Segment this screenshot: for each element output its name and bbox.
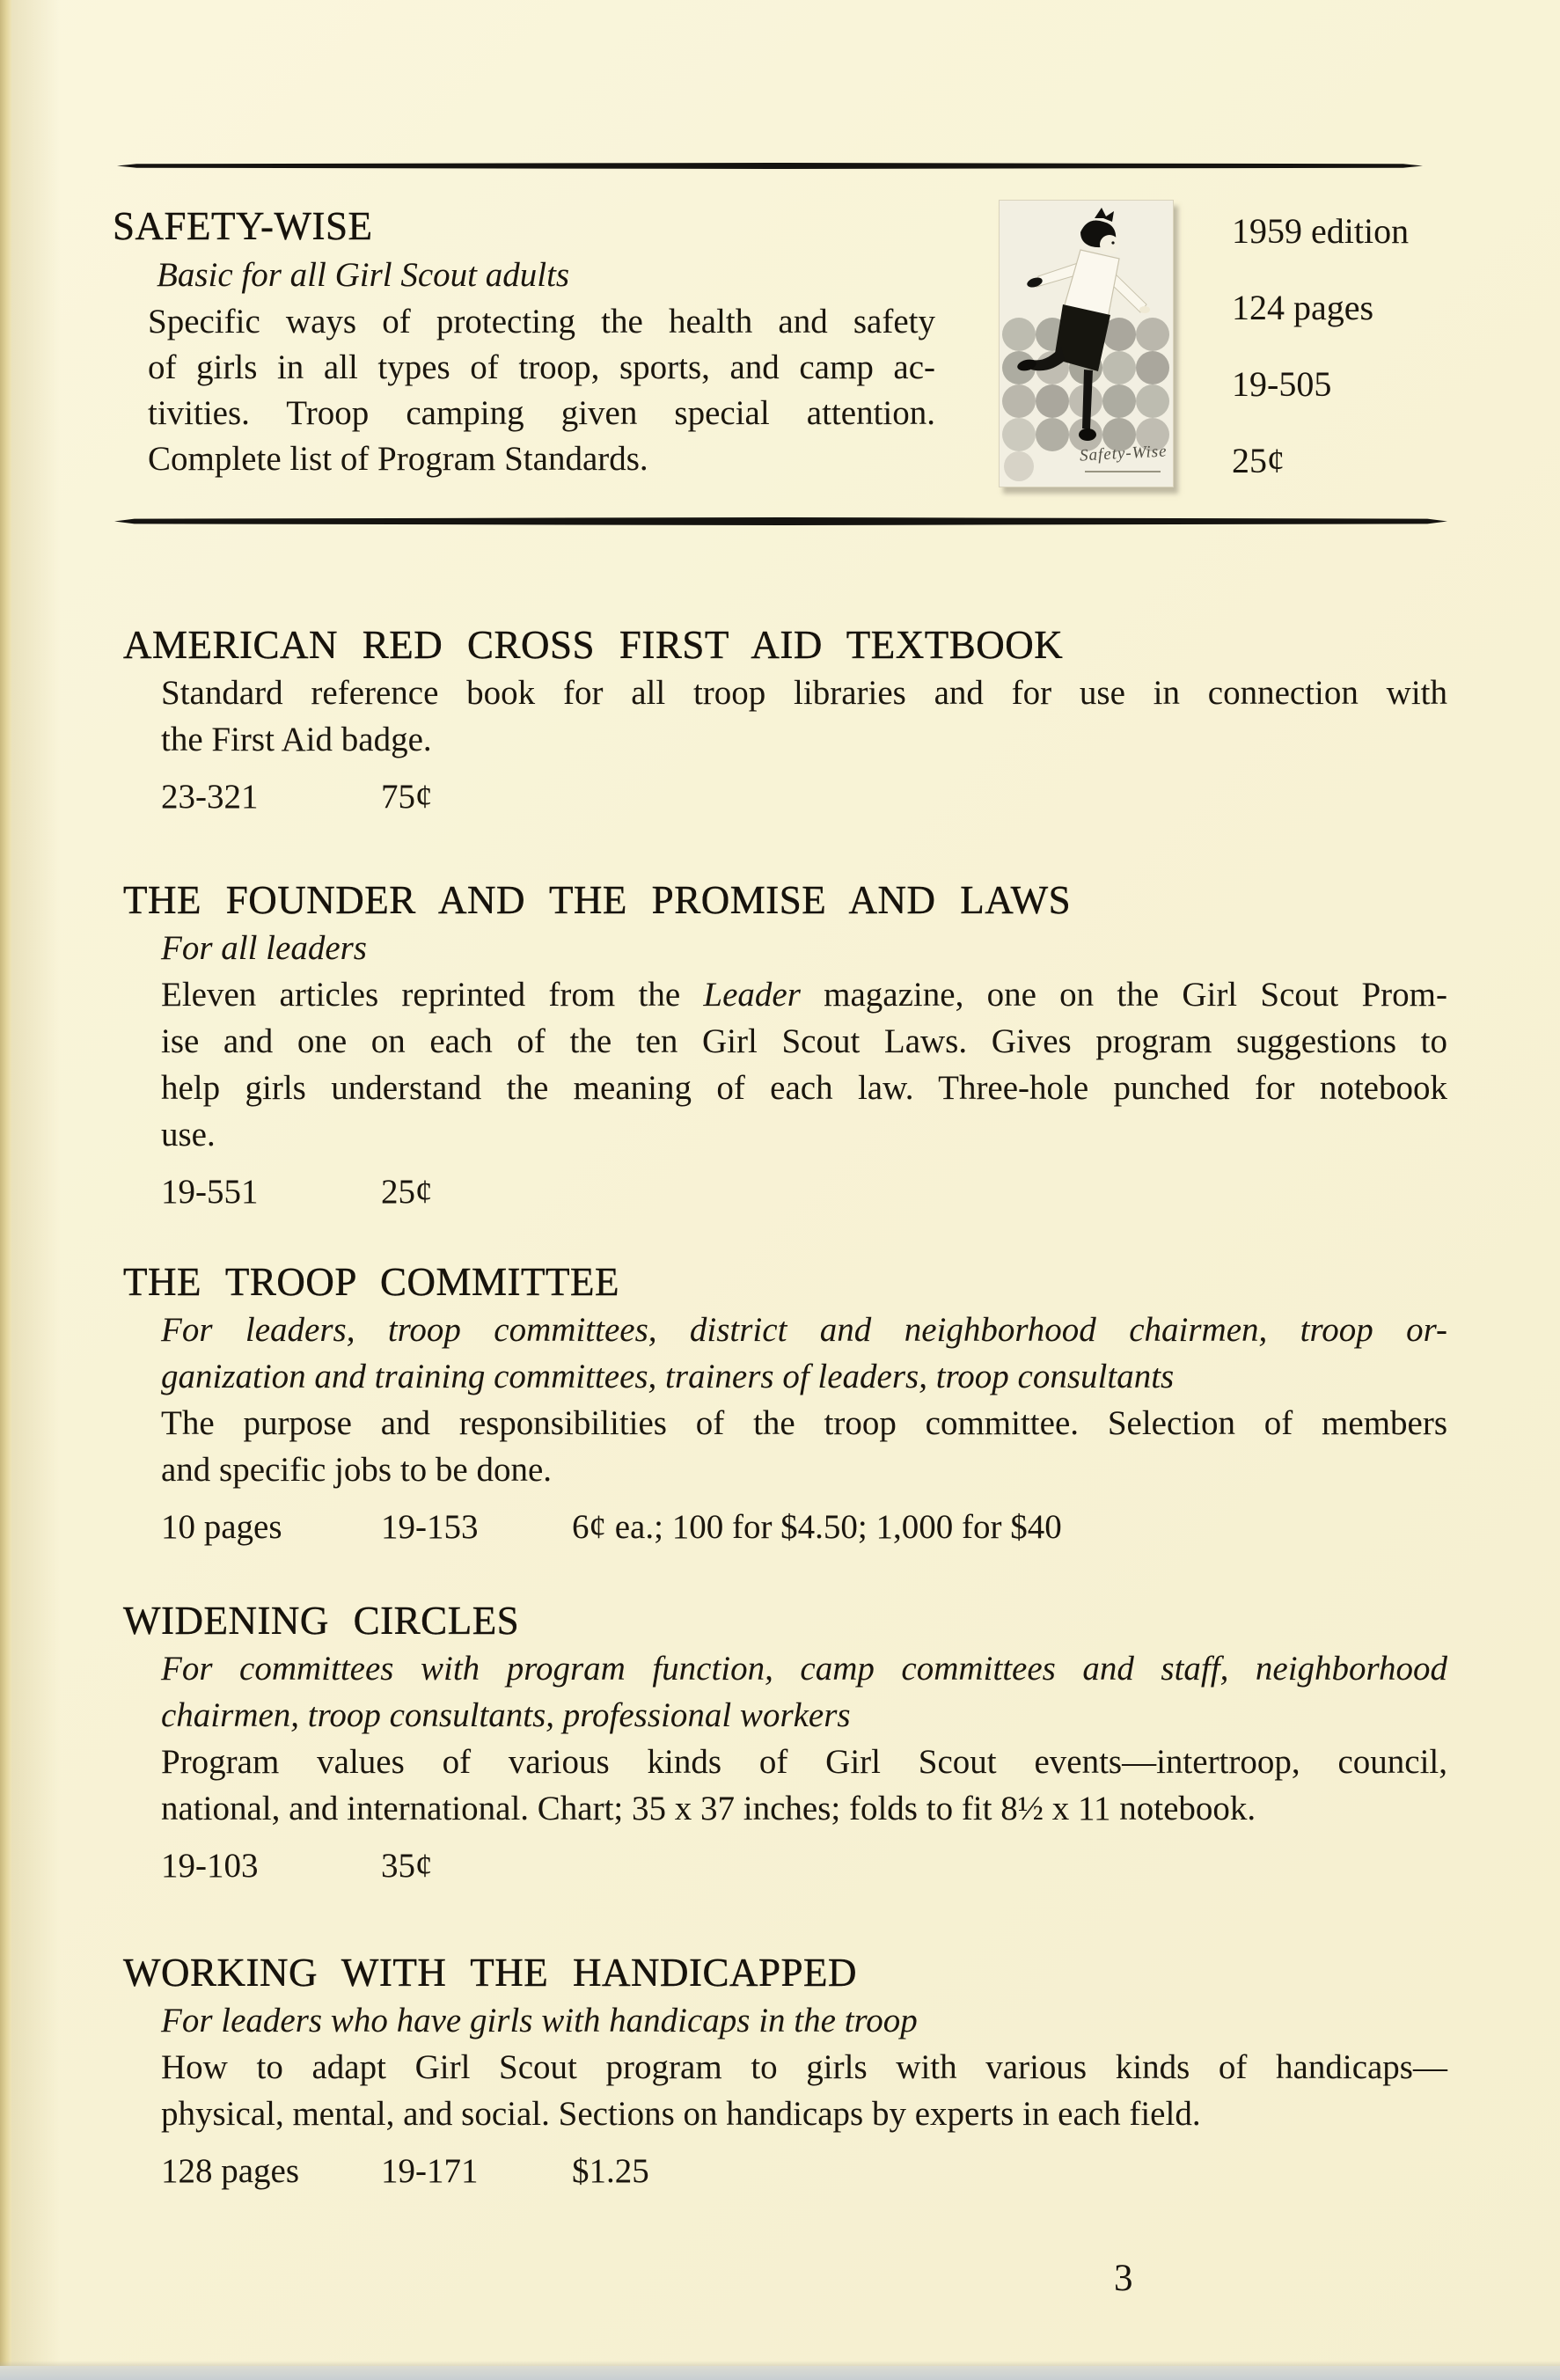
text-line: Specific ways of protecting the health and safety xyxy=(148,303,935,341)
italic-text-segment: Leader xyxy=(703,976,801,1014)
text-line: chairmen, troop consultants, professional workers xyxy=(161,1696,851,1734)
entry-audience xyxy=(161,1645,1447,1739)
entry-numbers-row xyxy=(161,1842,1452,1889)
featured-details xyxy=(1232,208,1522,514)
entry-title: WIDENING CIRCLES xyxy=(123,1599,520,1643)
text-segment: magazine, one on the Girl Scout Prom- xyxy=(800,976,1447,1014)
page-number: 3 xyxy=(1114,2258,1133,2299)
entry-the-founder-and-the-promise-and-laws xyxy=(123,876,1452,1215)
numbers-item: 128 pages xyxy=(161,2152,300,2190)
cover-script-title: Safety-Wise xyxy=(1079,442,1168,465)
numbers-item: 25¢ xyxy=(381,1173,433,1211)
entry-the-troop-committee xyxy=(123,1258,1452,1550)
text-line: Program values of various kinds of Girl Scout events—intertroop, council, xyxy=(161,1743,1447,1781)
scan-edge-left xyxy=(0,0,11,2380)
entry-audience xyxy=(161,925,1447,971)
divider-rule-middle xyxy=(114,517,1447,525)
text-line: help girls understand the meaning of each law. Three-hole punched for notebook xyxy=(161,1069,1447,1107)
book-cover-safety-wise xyxy=(999,200,1174,487)
entry-body xyxy=(148,299,935,482)
numbers-item: 19-551 xyxy=(161,1173,259,1211)
scan-edge-bottom xyxy=(0,2366,1560,2380)
numbers-item: 75¢ xyxy=(381,778,433,816)
cover-caption-line xyxy=(1085,471,1161,472)
text-line: How to adapt Girl Scout program to girls with various kinds of handicaps— xyxy=(161,2048,1447,2086)
text-line: The purpose and responsibilities of the troop committee. Selection of members xyxy=(161,1404,1447,1442)
numbers-item: 23-321 xyxy=(161,778,259,816)
entry-title: THE FOUNDER AND THE PROMISE AND LAWS xyxy=(123,878,1072,922)
scan-edge-left-fade xyxy=(11,0,60,2380)
numbers-item: $1.25 xyxy=(572,2152,649,2190)
text-line: Basic for all Girl Scout adults xyxy=(157,256,570,294)
pages-value: 124 pages xyxy=(1232,288,1374,327)
featured-entry-safety-wise xyxy=(113,202,957,482)
text-line: For all leaders xyxy=(161,929,367,967)
text-line: tivities. Troop camping given special attention. xyxy=(148,394,935,432)
entry-title: WORKING WITH THE HANDICAPPED xyxy=(123,1951,858,1995)
entry-title: THE TROOP COMMITTEE xyxy=(123,1260,619,1304)
entry-audience xyxy=(161,1997,1447,2044)
text-line: of girls in all types of troop, sports, and camp ac- xyxy=(148,348,935,386)
price-value: 25¢ xyxy=(1232,441,1285,480)
edition-value: 1959 edition xyxy=(1232,211,1410,251)
text-line: For leaders who have girls with handicaps in the troop xyxy=(161,2002,918,2039)
numbers-item: 19-103 xyxy=(161,1847,259,1885)
entry-audience xyxy=(161,1307,1447,1400)
text-line: ganization and training committees, trainers of leaders, troop consultants xyxy=(161,1358,1175,1395)
numbers-item: 6¢ ea.; 100 for $4.50; 1,000 for $40 xyxy=(572,1508,1062,1546)
entry-widening-circles xyxy=(123,1597,1452,1889)
text-line: ise and one on each of the ten Girl Scout Laws. Gives program suggestions to xyxy=(161,1022,1447,1060)
text-line: Standard reference book for all troop libraries and for use in connection with xyxy=(161,674,1447,712)
text-line: the First Aid badge. xyxy=(161,721,432,758)
text-line: physical, mental, and social. Sections on handicaps by experts in each field. xyxy=(161,2095,1201,2133)
entry-body xyxy=(161,2044,1447,2137)
entry-body xyxy=(161,1400,1447,1493)
text-line: national, and international. Chart; 35 x 37 inches; folds to fit 8½ x 11 notebook. xyxy=(161,1790,1256,1827)
entry-numbers-row xyxy=(161,1504,1452,1550)
entry-body xyxy=(161,1739,1447,1832)
entry-audience xyxy=(157,253,953,298)
text-line xyxy=(161,971,1447,1018)
numbers-item: 19-153 xyxy=(381,1508,479,1546)
entry-working-with-the-handicapped xyxy=(123,1949,1452,2194)
divider-rule-top xyxy=(117,163,1423,169)
entry-title: AMERICAN RED CROSS FIRST AID TEXTBOOK xyxy=(123,623,1064,667)
text-line: Complete list of Program Standards. xyxy=(148,440,648,478)
entry-body xyxy=(161,971,1447,1158)
entry-title: SAFETY-WISE xyxy=(113,204,373,248)
entry-body xyxy=(161,670,1447,763)
numbers-item: 19-171 xyxy=(381,2152,479,2190)
text-line: For leaders, troop committees, district and neighborhood chairmen, troop or- xyxy=(161,1311,1447,1349)
entry-numbers-row xyxy=(161,773,1452,820)
text-line: use. xyxy=(161,1116,216,1153)
entry-numbers-row xyxy=(161,2148,1452,2194)
numbers-item: 35¢ xyxy=(381,1847,433,1885)
entry-numbers-row xyxy=(161,1168,1452,1215)
catalog-number: 19-505 xyxy=(1232,364,1332,404)
text-line: and specific jobs to be done. xyxy=(161,1451,553,1489)
numbers-item: 10 pages xyxy=(161,1508,282,1546)
text-segment: Eleven articles reprinted from the xyxy=(161,976,704,1014)
entry-american-red-cross-first-aid-textbook xyxy=(123,621,1452,820)
text-line: For committees with program function, camp committees and staff, neighborhood xyxy=(161,1650,1447,1688)
